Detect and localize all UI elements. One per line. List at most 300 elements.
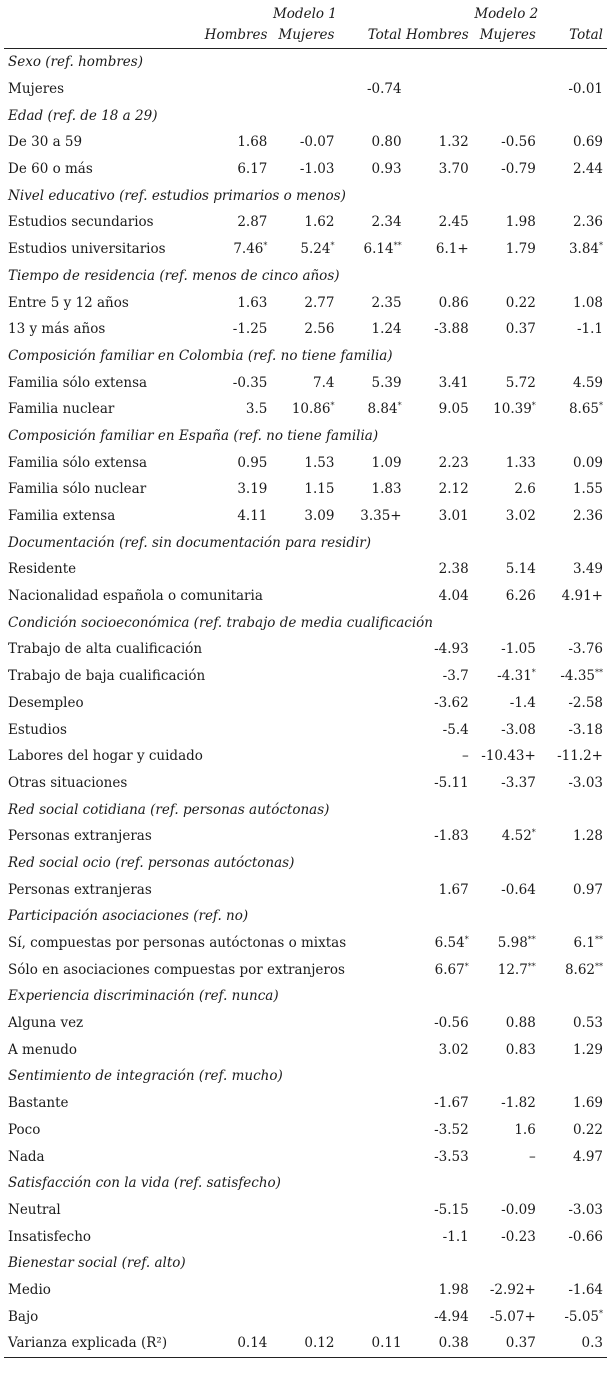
value-cell: -0.64 [501,881,536,898]
value-cell: 1.33 [505,454,536,471]
value-cell: 0.95 [237,454,268,471]
value-cell: 1.83 [371,481,402,498]
value-cell: 2.23 [438,454,469,471]
row-label: A menudo [8,1041,77,1058]
row-label: Trabajo de baja cualificación [8,668,206,685]
section-label: Tiempo de residencia (ref. menos de cinco años) [8,267,340,284]
value-cell: -3.52 [434,1121,469,1138]
section-label: Red social ocio (ref. personas autóctonas) [8,854,295,871]
col-header-m2-hombres: Hombres [406,22,473,49]
value-cell [204,823,271,850]
value-cell: 4.04 [438,588,469,605]
table-row [4,1143,607,1170]
value-cell: 7.4 [313,374,335,391]
value-cell [271,1117,338,1144]
value-cell: -5.07+ [489,1308,536,1325]
value-cell [338,690,405,717]
table-row [4,1197,607,1224]
value-cell [271,1303,338,1330]
value-cell: -3.03 [568,774,603,791]
section-label: Composición familiar en Colombia (ref. no tiene familia) [8,347,393,364]
section-row [4,609,607,636]
row-label: Medio [8,1281,51,1298]
value-cell: 0.14 [204,1330,271,1357]
row-label: Poco [8,1121,41,1138]
value-cell [338,1143,405,1170]
table-row [4,1010,607,1037]
model-header-row [4,0,607,22]
value-cell [338,636,405,663]
value-cell [338,1223,405,1250]
value-cell [271,823,338,850]
value-cell: -2.58 [568,694,603,711]
value-cell: 1.98 [505,214,536,231]
value-cell: -1.05 [501,641,536,658]
section-row [4,49,607,76]
value-cell: 1.98 [438,1281,469,1298]
table-row [4,369,607,396]
col-header-m2-mujeres: Mujeres [473,22,540,49]
row-label: Insatisfecho [8,1228,92,1245]
value-cell [204,1303,271,1330]
value-cell: -1.67 [434,1095,469,1112]
value-cell [204,1197,271,1224]
value-cell: -3.18 [568,721,603,738]
row-label: Sólo en asociaciones compuestas por extranjeros [8,961,345,978]
value-cell: -3.7 [442,668,469,685]
value-cell: 2.56 [304,321,335,338]
section-row [4,850,607,877]
section-row [4,343,607,370]
value-cell [338,743,405,770]
row-label: Personas extranjeras [8,881,152,898]
value-cell: 0.88 [505,1015,536,1032]
row-label: Otras situaciones [8,774,128,791]
table-row [4,636,607,663]
section-row [4,796,607,823]
section-label: Edad (ref. de 18 a 29) [8,107,158,124]
value-cell: 3.02 [505,508,536,525]
value-cell: 10.39* [493,401,536,418]
table-row [4,1117,607,1144]
value-cell: -1.1 [576,321,603,338]
value-cell: -0.79 [501,161,536,178]
col-header-m1-total: Total [338,22,405,49]
value-cell: 3.02 [438,1041,469,1058]
row-label: Estudios [8,721,67,738]
table-row [4,316,607,343]
value-cell: -4.94 [434,1308,469,1325]
value-cell: -3.37 [501,774,536,791]
value-cell: 0.38 [406,1330,473,1357]
value-cell: -3.03 [568,1201,603,1218]
value-cell: -5.4 [442,721,469,738]
regression-table [4,0,607,1358]
row-label: Residente [8,561,77,578]
value-cell: 0.22 [505,294,536,311]
row-label: Bajo [8,1308,39,1325]
section-label: Bienestar social (ref. alto) [8,1255,186,1272]
section-row [4,423,607,450]
value-cell: 3.70 [438,161,469,178]
value-cell: -5.15 [434,1201,469,1218]
value-cell [204,716,271,743]
value-cell [204,663,271,690]
value-cell: 0.3 [540,1330,607,1357]
value-cell [338,556,405,583]
value-cell: -0.07 [299,134,335,151]
row-label: Personas extranjeras [8,828,152,845]
value-cell: 2.36 [572,508,603,525]
table-row [4,1223,607,1250]
value-cell: 1.79 [505,241,536,258]
value-cell: 9.05 [438,401,469,418]
value-cell: -0.56 [501,134,536,151]
value-cell: -1.03 [299,161,335,178]
table-row [4,716,607,743]
model1-header: Modelo 1 [272,6,337,22]
value-cell: 1.67 [438,881,469,898]
value-cell [338,1036,405,1063]
value-cell [204,876,271,903]
row-label: Familia extensa [8,508,116,525]
row-label: Trabajo de alta cualificación [8,641,203,658]
value-cell: 0.80 [371,134,402,151]
value-cell [338,876,405,903]
table-row [4,449,607,476]
value-cell: 2.87 [237,214,268,231]
value-cell: 1.53 [304,454,335,471]
value-cell: 6.54* [434,935,469,952]
value-cell: 0.37 [505,321,536,338]
value-cell: 2.12 [438,481,469,498]
value-cell: 6.67* [434,961,469,978]
table-row [4,930,607,957]
value-cell: 3.5 [245,401,268,418]
value-cell: 2.34 [371,214,402,231]
value-cell: 2.6 [514,481,536,498]
value-cell: 0.37 [473,1330,540,1357]
value-cell [338,1010,405,1037]
value-cell: -0.09 [501,1201,536,1218]
value-cell [271,876,338,903]
value-cell: -0.66 [568,1228,603,1245]
table-row [4,289,607,316]
value-cell: -1.1 [442,1228,469,1245]
value-cell [204,76,271,103]
value-cell: 3.49 [572,561,603,578]
value-cell: 1.68 [237,134,268,151]
value-cell: 3.09 [304,508,335,525]
value-cell: -3.62 [434,694,469,711]
value-cell: 5.39 [371,374,402,391]
row-label: Familia sólo extensa [8,374,148,391]
row-label: Sí, compuestas por personas autóctonas o mixtas [8,935,347,952]
value-cell: 0.93 [371,161,402,178]
value-cell [271,583,338,610]
section-label: Composición familiar en España (ref. no tiene familia) [8,427,379,444]
row-label: Entre 5 y 12 años [8,294,129,311]
section-row [4,182,607,209]
table-row [4,396,607,423]
value-cell: -1.64 [568,1281,603,1298]
value-cell: -0.56 [434,1015,469,1032]
value-cell: 3.41 [438,374,469,391]
value-cell: 0.69 [572,134,603,151]
value-cell: 0.97 [572,881,603,898]
value-cell [338,663,405,690]
value-cell [204,1090,271,1117]
column-header-row [4,22,607,49]
value-cell [204,636,271,663]
value-cell: 5.14 [505,561,536,578]
table-row [4,663,607,690]
value-cell: 5.98** [497,935,536,952]
col-header-m1-hombres: Hombres [204,22,271,49]
value-cell: 1.6 [514,1121,536,1138]
value-cell [271,690,338,717]
section-row [4,529,607,556]
value-cell: -3.53 [434,1148,469,1165]
value-cell: 2.45 [438,214,469,231]
value-cell: 6.14** [363,241,402,258]
row-label: Estudios secundarios [8,214,154,231]
col-header-m1-mujeres: Mujeres [271,22,338,49]
table-row [4,476,607,503]
value-cell: 1.55 [572,481,603,498]
section-row [4,903,607,930]
value-cell: -3.76 [568,641,603,658]
row-label: Nada [8,1148,45,1165]
value-cell: -10.43+ [481,748,536,765]
row-label: Nacionalidad española o comunitaria [8,588,263,605]
value-cell [271,76,338,103]
section-label: Sexo (ref. hombres) [8,54,143,71]
value-cell: 0.86 [438,294,469,311]
value-cell [338,1277,405,1304]
value-cell: 1.15 [304,481,335,498]
value-cell: -0.35 [232,374,268,391]
value-cell: -4.31* [497,668,536,685]
value-cell: 1.32 [438,134,469,151]
table-row [4,129,607,156]
value-cell [271,716,338,743]
value-cell: 2.38 [438,561,469,578]
header-spacer [4,0,204,22]
value-cell: -0.74 [366,81,402,98]
value-cell: 1.28 [572,828,603,845]
value-cell: 7.46* [233,241,268,258]
row-label: Mujeres [8,81,65,98]
table-row [4,209,607,236]
value-cell: -0.01 [568,81,603,98]
row-label: Estudios universitarios [8,241,166,258]
table-row [4,1090,607,1117]
value-cell [204,556,271,583]
value-cell [204,770,271,797]
value-cell [204,690,271,717]
row-label: Desempleo [8,694,84,711]
section-row [4,1170,607,1197]
row-label: De 30 a 59 [8,134,83,151]
row-label: Neutral [8,1201,61,1218]
value-cell: 0.09 [572,454,603,471]
value-cell [271,1143,338,1170]
value-cell: 2.44 [572,161,603,178]
value-cell: 0.83 [505,1041,536,1058]
value-cell: -1.4 [509,694,536,711]
value-cell: 1.62 [304,214,335,231]
value-cell: 0.11 [338,1330,405,1357]
section-row [4,102,607,129]
value-cell: -1.83 [434,828,469,845]
value-cell [271,770,338,797]
row-label: De 60 o más [8,161,93,178]
value-cell [338,770,405,797]
value-cell [271,743,338,770]
value-cell: 2.36 [572,214,603,231]
table-row [4,1277,607,1304]
value-cell [338,956,405,983]
table-row [4,1330,607,1357]
value-cell: -1.25 [232,321,268,338]
table-header [4,0,607,49]
value-cell: 0.53 [572,1015,603,1032]
table-row [4,956,607,983]
value-cell [473,76,540,103]
value-cell: 6.17 [237,161,268,178]
row-label: Alguna vez [8,1015,84,1032]
value-cell: 8.62** [564,961,603,978]
section-row [4,1250,607,1277]
table-row [4,556,607,583]
value-cell [204,1143,271,1170]
label-column-header [4,22,204,49]
value-cell: 5.72 [505,374,536,391]
section-label: Experiencia discriminación (ref. nunca) [8,988,279,1005]
value-cell: 10.86* [291,401,335,418]
value-cell [271,1090,338,1117]
value-cell: -5.11 [434,774,469,791]
value-cell: 4.59 [572,374,603,391]
table-row [4,1036,607,1063]
value-cell: 4.91+ [561,588,603,605]
value-cell [338,1303,405,1330]
value-cell: -3.88 [434,321,469,338]
model2-header: Modelo 2 [474,6,539,22]
value-cell: 12.7** [497,961,536,978]
value-cell: -2.92+ [489,1281,536,1298]
table-row [4,156,607,183]
value-cell: 4.97 [572,1148,603,1165]
section-row [4,1063,607,1090]
value-cell [204,1010,271,1037]
value-cell: -0.23 [501,1228,536,1245]
value-cell [338,1090,405,1117]
value-cell [338,1117,405,1144]
section-label: Red social cotidiana (ref. personas autóctonas) [8,801,330,818]
value-cell [204,1036,271,1063]
value-cell: 0.22 [572,1121,603,1138]
value-cell: 1.08 [572,294,603,311]
value-cell [271,1197,338,1224]
value-cell: 8.84* [367,401,402,418]
value-cell [338,1197,405,1224]
value-cell [204,743,271,770]
row-label: Varianza explicada (R²) [4,1330,204,1357]
value-cell [204,1223,271,1250]
value-cell [338,716,405,743]
value-cell: 3.84* [568,241,603,258]
section-row [4,983,607,1010]
value-cell [271,1277,338,1304]
table-row [4,76,607,103]
table-row [4,876,607,903]
table-row [4,690,607,717]
section-label: Condición socioeconómica (ref. trabajo de media cualificación [8,614,433,631]
value-cell: -1.82 [501,1095,536,1112]
row-label: Bastante [8,1095,69,1112]
value-cell: -5.05* [564,1308,603,1325]
section-label: Sentimiento de integración (ref. mucho) [8,1068,283,1085]
table-row [4,1303,607,1330]
section-label: Documentación (ref. sin documentación para residir) [8,534,372,551]
value-cell: 2.77 [304,294,335,311]
value-cell [271,556,338,583]
value-cell: 1.09 [371,454,402,471]
value-cell [271,1010,338,1037]
value-cell [338,583,405,610]
value-cell [271,1223,338,1250]
value-cell: -11.2+ [557,748,603,765]
value-cell: -4.93 [434,641,469,658]
value-cell: – [529,1148,536,1165]
section-label: Satisfacción con la vida (ref. satisfecho) [8,1175,281,1192]
value-cell: 6.1** [573,935,603,952]
value-cell: 6.26 [505,588,536,605]
section-label: Participación asociaciones (ref. no) [8,908,249,925]
value-cell: – [461,748,469,765]
value-cell: 1.69 [572,1095,603,1112]
table-row [4,823,607,850]
value-cell: 0.12 [271,1330,338,1357]
col-header-m2-total: Total [540,22,607,49]
section-row [4,263,607,290]
value-cell [406,76,473,103]
value-cell [204,1117,271,1144]
value-cell: 1.24 [371,321,402,338]
value-cell: 3.19 [237,481,268,498]
value-cell: 8.65* [568,401,603,418]
table-body [4,49,607,1358]
value-cell: 5.24* [300,241,335,258]
value-cell: 4.52* [501,828,536,845]
row-label: Familia sólo nuclear [8,481,147,498]
value-cell: -3.08 [501,721,536,738]
table-row [4,743,607,770]
row-label: Labores del hogar y cuidado [8,748,203,765]
value-cell: 3.01 [438,508,469,525]
table-row [4,583,607,610]
value-cell: -4.35** [560,668,603,685]
value-cell: 6.1+ [435,241,469,258]
value-cell [338,823,405,850]
table-row [4,503,607,530]
value-cell: 4.11 [237,508,268,525]
row-label: 13 y más años [8,321,106,338]
value-cell [271,1036,338,1063]
row-label: Familia nuclear [8,401,115,418]
